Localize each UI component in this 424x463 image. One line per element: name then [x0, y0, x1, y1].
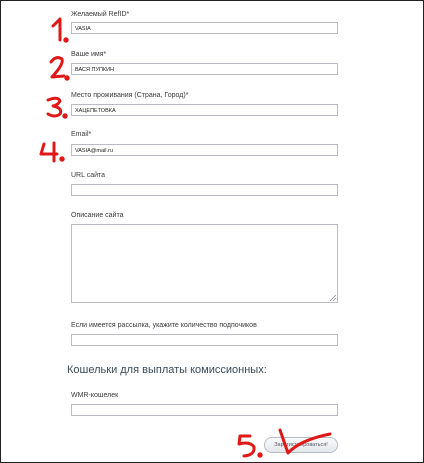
wmr-label: WMR-кошелек [71, 392, 119, 399]
number-4-annotation [41, 143, 57, 161]
refid-input[interactable]: VASIA [71, 22, 338, 34]
location-label: Место проживания (Страна, Город)* [71, 92, 189, 99]
register-button[interactable]: Зарегистрироваться! [264, 437, 338, 453]
email-input[interactable]: VASIA@mail.ru [71, 144, 338, 156]
number-1-annotation [53, 19, 60, 40]
mailing-label: Если имеется рассылка, укажите количество подпочиков [71, 322, 257, 329]
name-label: Ваше имя* [71, 51, 107, 58]
url-label: URL сайта [71, 172, 106, 179]
wallets-heading: Кошельки для выплаты комиссионных: [67, 364, 267, 376]
name-input[interactable]: ВАСЯ ПУПКИН [71, 63, 338, 75]
number-5-annotation [239, 436, 254, 456]
email-label: Email* [71, 131, 92, 138]
number-2-annotation [51, 58, 64, 77]
refid-label: Желаемый RefID* [71, 11, 130, 18]
number-3-annotation [48, 98, 61, 116]
checkmark-annotation [280, 430, 330, 453]
location-input[interactable]: ХАЦЕПЕТОВКА [71, 104, 338, 116]
description-label: Описание сайта [71, 212, 124, 219]
